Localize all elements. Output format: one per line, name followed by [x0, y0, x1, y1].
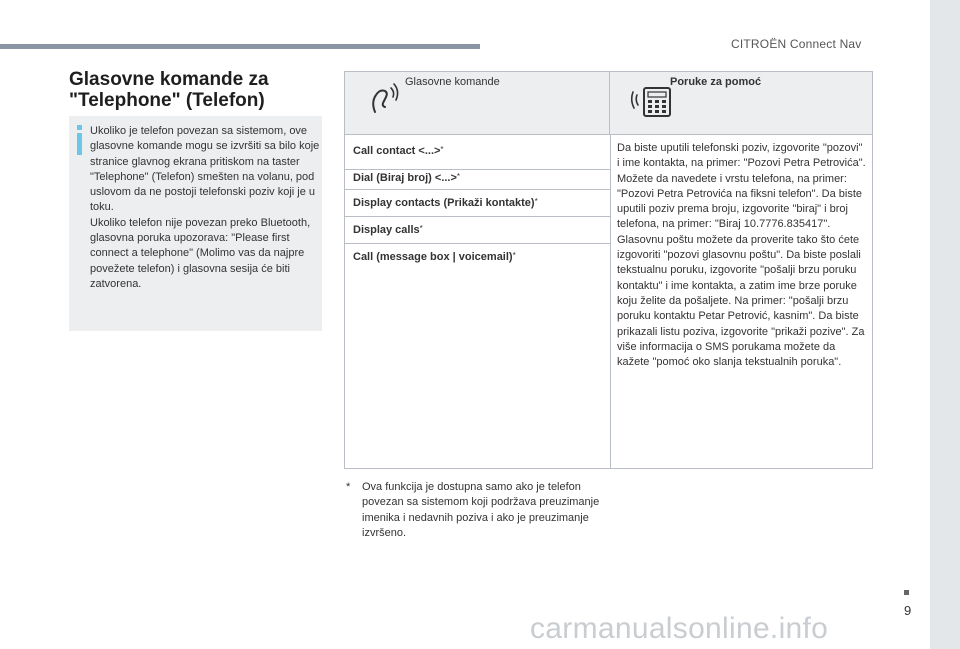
footnote — [346, 480, 616, 541]
side-band — [930, 0, 960, 649]
help-message-text: Da biste uputili telefonski poziv, izgovorite "pozovi" i ime kontakta, na primer: "Pozovi Petra Petrovića". Možete da navedete i vrstu telefona, na primer: "Pozovi Petra Petrovića na fiksni telefon". Da biste uputili poziv prema broju, izgovorite "biraj" i broj telefona, na primer: "Biraj 10.7776.835417". Glasovnu poštu možete da proverite tako što ćete izgovoriti "pozovi glasovnu poštu". Da biste poslali tekstualnu poruku, izgovorite "pošalji brzu poruku kontaktu" i ime kontakta, a zatim ime brze poruke koju želite da pošaljete. Na primer: "pošalji brzu poruku kontaktu Petar Petrović, kasnim". Da biste prikazali listu poziva, izgovorite "prikaži pozive". Za više informacija o SMS porukama možete da kažete "pomoć oko slanja tekstualnih poruka". — [617, 142, 866, 369]
table-header-commands — [345, 72, 610, 134]
voice-command-icon — [365, 82, 401, 116]
section-title: Glasovne komande za "Telephone" (Telefon) — [69, 69, 269, 111]
command-row: Dial (Biraj broj) <...>* — [345, 170, 610, 190]
info-paragraph-1: Ukoliko je telefon povezan sa sistemom, ove glasovne komande mogu se izvršiti sa bilo koje stranice glavnog ekrana pritiskom na taster "Telephone" (Telefon) smešten na volanu, pod uslovom da ne postoji telefonski poziv koji je u toku. — [90, 125, 320, 214]
brand-title: CITROËN Connect Nav — [731, 37, 862, 51]
voice-command-table — [344, 71, 873, 469]
info-paragraph-2: Ukoliko telefon nije povezan preko Bluetooth, glasovna poruka upozorava: "Please first connect a telephone" (Molimo vas da najpre povežete telefon) i glasovna sesija će biti zatvorena. — [90, 216, 311, 290]
header-help-label: Poruke za pomoć — [670, 76, 762, 88]
watermark: carmanualsonline.info — [530, 612, 829, 645]
header-commands-label: Glasovne komande — [405, 76, 500, 88]
footnote-mark: * — [346, 481, 351, 493]
page-marker — [904, 590, 909, 595]
command-row: Display calls* — [345, 217, 610, 244]
header-rule — [0, 44, 480, 49]
command-row: Call (message box | voicemail)* — [353, 251, 516, 263]
info-text — [90, 124, 320, 292]
command-row: Display contacts (Prikaži kontakte)* — [345, 190, 610, 217]
footnote-text: Ova funkcija je dostupna samo ako je telefon povezan sa sistemom koji podržava preuzimanje imenika i nedavnih poziva i ako je preuzimanje izvršeno. — [362, 481, 600, 539]
info-icon — [77, 125, 82, 155]
voice-keypad-icon — [630, 82, 674, 120]
column-divider — [610, 134, 611, 468]
table-header-help — [610, 72, 872, 134]
command-row: Call contact <...>* — [345, 135, 610, 170]
info-box — [69, 116, 322, 331]
page-number: 9 — [904, 603, 912, 618]
